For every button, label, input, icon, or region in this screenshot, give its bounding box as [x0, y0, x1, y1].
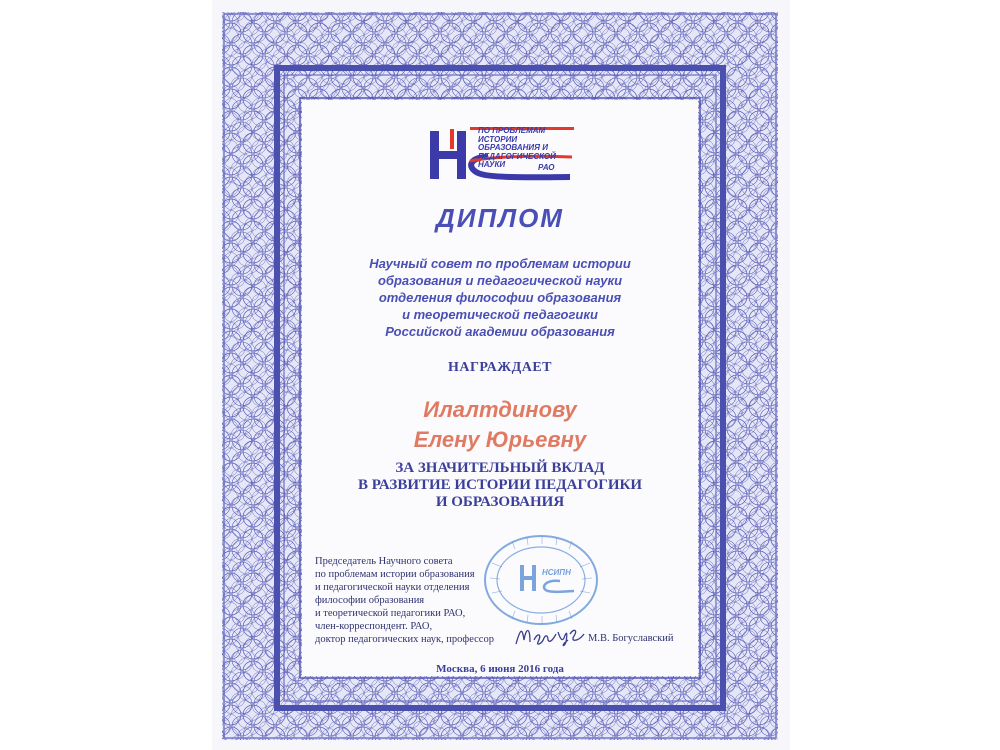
diploma-title: ДИПЛОМ [436, 203, 564, 233]
logo-line: ОБРАЗОВАНИЯ И [478, 143, 548, 152]
signatory-line: по проблемам истории образования [315, 569, 475, 580]
logo-rao-label: РАО [538, 163, 555, 172]
signatory-line: и педагогической науки отделения [315, 582, 470, 593]
logo-line: ПО ПРОБЛЕМАМ ИСТОРИИ [478, 126, 546, 144]
round-stamp-icon [482, 533, 600, 628]
signatory-line: Председатель Научного совета [315, 556, 453, 567]
signatory-line: член-корреспондент. РАО, [315, 621, 433, 632]
council-line: Российской академии образования [385, 324, 615, 339]
signatory-line: доктор педагогических наук, профессор [315, 634, 494, 645]
signatory-line: и теоретической педагогики РАО, [315, 608, 466, 619]
place-date: Москва, 6 июня 2016 года [436, 663, 564, 675]
reason-line: И ОБРАЗОВАНИЯ [435, 494, 565, 510]
council-line: Научный совет по проблемам истории [369, 256, 631, 271]
council-description [302, 255, 698, 340]
signatory-name: М.В. Богуславский [588, 633, 674, 644]
council-line: образования и педагогической науки [377, 273, 623, 288]
recipient-name [302, 395, 698, 455]
awards-label: НАГРАЖДАЕТ [447, 360, 553, 375]
stamp-center-text: НСИПН [542, 568, 571, 577]
signatory-line: философии образования [315, 595, 425, 606]
logo-line: ПЕДАГОГИЧЕСКОЙ НАУКИ [478, 151, 556, 169]
award-reason [302, 460, 698, 511]
logo-text [478, 127, 578, 170]
reason-line: В РАЗВИТИЕ ИСТОРИИ ПЕДАГОГИКИ [357, 477, 643, 493]
council-line: и теоретической педагогики [402, 307, 598, 322]
council-line: отделения философии образования [378, 290, 622, 305]
handwritten-signature [512, 620, 590, 650]
reason-line: ЗА ЗНАЧИТЕЛЬНЫЙ ВКЛАД [395, 460, 605, 476]
recipient-given-name: Елену Юрьевну [413, 427, 587, 452]
recipient-surname: Илалтдинову [423, 397, 577, 422]
